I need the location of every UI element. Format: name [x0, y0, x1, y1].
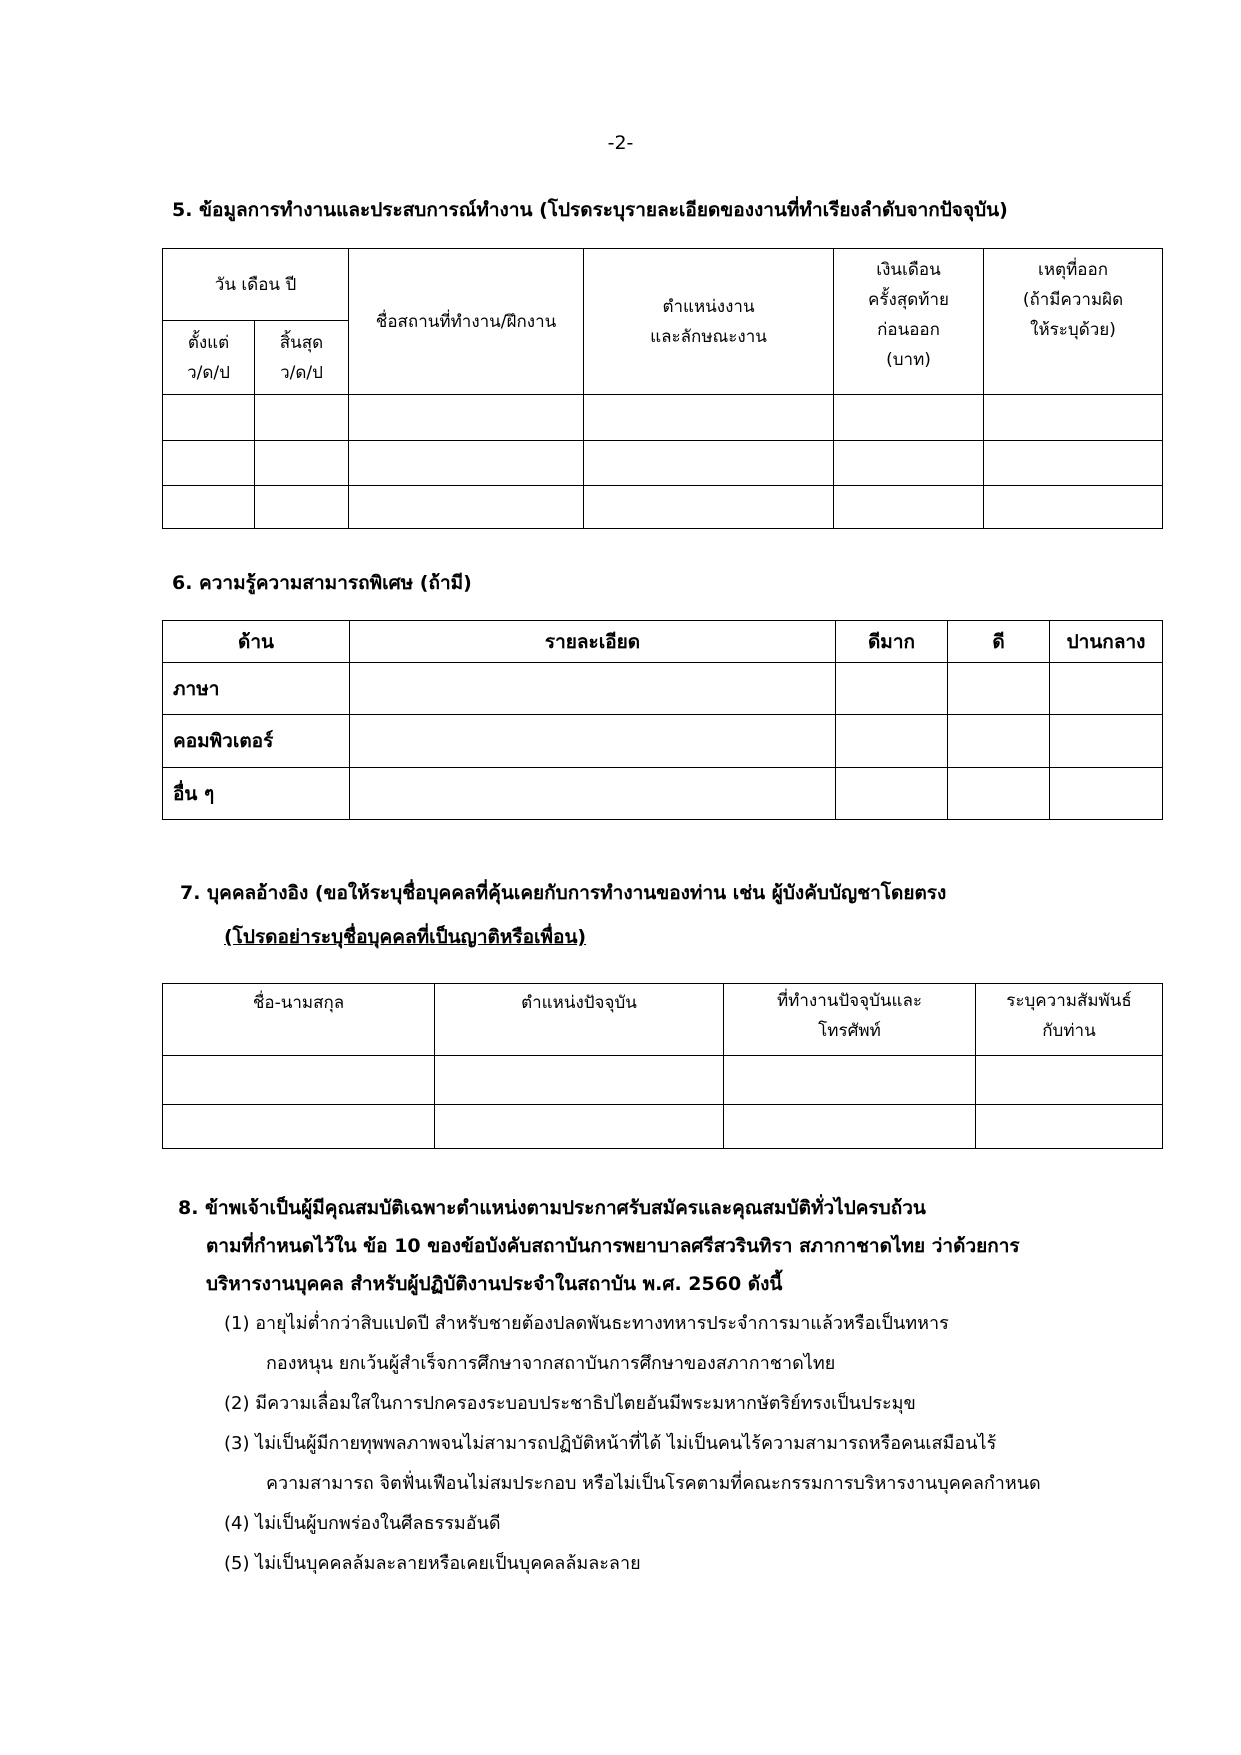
cell-position[interactable] [435, 1056, 724, 1105]
header-salary [834, 249, 984, 395]
table-row [163, 486, 1163, 529]
header-reason-line3: ให้ระบุด้วย) [1030, 320, 1116, 340]
header-salary-line4: (บาท) [886, 350, 931, 370]
cell-very-good[interactable] [836, 715, 948, 768]
header-good: ดี [948, 621, 1050, 663]
header-moderate: ปานกลาง [1050, 621, 1163, 663]
cell-reason[interactable] [984, 395, 1163, 441]
cell-from[interactable] [163, 441, 255, 486]
row-label-other: อื่น ๆ [163, 768, 350, 820]
table-row [163, 1105, 1163, 1149]
cell-moderate[interactable] [1050, 715, 1163, 768]
cell-from[interactable] [163, 486, 255, 529]
cell-position[interactable] [584, 441, 834, 486]
header-to [255, 321, 349, 395]
header-position-line1: ตำแหน่งงาน [662, 296, 755, 317]
header-current-position: ตำแหน่งปัจจุบัน [435, 984, 724, 1056]
cell-workplace[interactable] [349, 395, 584, 441]
cell-to[interactable] [255, 395, 349, 441]
cell-relationship[interactable] [976, 1105, 1163, 1149]
header-relationship-line2: กับท่าน [1042, 1021, 1096, 1041]
header-from-line1: ตั้งแต่ [187, 332, 230, 353]
cell-moderate[interactable] [1050, 768, 1163, 820]
header-detail: รายละเอียด [350, 621, 836, 663]
header-salary-line2: ครั้งสุดท้าย [868, 290, 949, 310]
cell-moderate[interactable] [1050, 663, 1163, 715]
header-relationship [976, 984, 1163, 1056]
row-label-language: ภาษา [163, 663, 350, 715]
cell-relationship[interactable] [976, 1056, 1163, 1105]
cell-workplace[interactable] [724, 1105, 976, 1149]
cell-detail[interactable] [350, 663, 836, 715]
list-item: (5) ไม่เป็นบุคคลล้มละลายหรือเคยเป็นบุคคลล้มละลาย [224, 1553, 641, 1574]
header-name: ชื่อ-นามสกุล [163, 984, 435, 1056]
section6-title: 6. ความรู้ความสามารถพิเศษ (ถ้ามี) [172, 572, 472, 594]
table-row [163, 715, 1163, 768]
header-relationship-line1: ระบุความสัมพันธ์ [1006, 991, 1132, 1011]
list-item: (1) อายุไม่ต่ำกว่าสิบแปดปี สำหรับชายต้องปลดพันธะทางทหารประจำการมาแล้วหรือเป็นทหาร [224, 1313, 949, 1334]
header-reason-line1: เหตุที่ออก [1038, 260, 1108, 280]
table-row [163, 441, 1163, 486]
header-current-workplace [724, 984, 976, 1056]
list-item: (2) มีความเลื่อมใสในการปกครองระบอบประชาธิปไตยอันมีพระมหากษัตริย์ทรงเป็นประมุข [224, 1393, 916, 1414]
header-position-line2: และลักษณะงาน [650, 326, 767, 347]
cell-position[interactable] [584, 486, 834, 529]
cell-salary[interactable] [834, 395, 984, 441]
table-row [163, 663, 1163, 715]
cell-name[interactable] [163, 1105, 435, 1149]
cell-very-good[interactable] [836, 663, 948, 715]
cell-detail[interactable] [350, 768, 836, 820]
header-from [163, 321, 255, 395]
cell-workplace[interactable] [349, 486, 584, 529]
cell-name[interactable] [163, 1056, 435, 1105]
header-workplace-line2: โทรศัพท์ [818, 1021, 881, 1041]
row-label-computer: คอมพิวเตอร์ [163, 715, 350, 768]
list-item: ความสามารถ จิตฟั่นเฟือนไม่สมประกอบ หรือไม่เป็นโรคตามที่คณะกรรมการบริหารงานบุคคลกำหนด [266, 1473, 1041, 1494]
header-to-line1: สิ้นสุด [279, 332, 324, 353]
cell-good[interactable] [948, 663, 1050, 715]
cell-salary[interactable] [834, 441, 984, 486]
list-item: (3) ไม่เป็นผู้มีกายทุพพลภาพจนไม่สามารถปฏิบัติหน้าที่ได้ ไม่เป็นคนไร้ความสามารถหรือคนเสมือนไร้ [224, 1433, 997, 1454]
cell-to[interactable] [255, 486, 349, 529]
section8-line3: บริหารงานบุคคล สำหรับผู้ปฏิบัติงานประจำในสถาบัน พ.ศ. 2560 ดังนี้ [206, 1273, 783, 1295]
table-row [163, 395, 1163, 441]
section5-title: 5. ข้อมูลการทำงานและประสบการณ์ทำงาน (โปรดระบุรายละเอียดของงานที่ทำเรียงลำดับจากปัจจุบัน) [172, 199, 1008, 221]
header-from-line2: ว/ด/ป [187, 362, 230, 383]
cell-position[interactable] [435, 1105, 724, 1149]
cell-detail[interactable] [350, 715, 836, 768]
cell-workplace[interactable] [349, 441, 584, 486]
header-field: ด้าน [163, 621, 350, 663]
work-history-table [162, 248, 1163, 529]
table-row [163, 1056, 1163, 1105]
header-position [584, 249, 834, 395]
cell-to[interactable] [255, 441, 349, 486]
cell-workplace[interactable] [724, 1056, 976, 1105]
header-very-good: ดีมาก [836, 621, 948, 663]
cell-reason[interactable] [984, 441, 1163, 486]
header-to-line2: ว/ด/ป [280, 362, 323, 383]
cell-very-good[interactable] [836, 768, 948, 820]
cell-reason[interactable] [984, 486, 1163, 529]
section7-title-line1: 7. บุคคลอ้างอิง (ขอให้ระบุชื่อบุคคลที่คุ้นเคยกับการทำงานของท่าน เช่น ผู้บังคับบัญชาโดยตรง [180, 882, 947, 904]
cell-position[interactable] [584, 395, 834, 441]
table-row [163, 768, 1163, 820]
header-workplace: ชื่อสถานที่ทำงาน/ฝึกงาน [349, 249, 584, 395]
header-date-group: วัน เดือน ปี [163, 249, 349, 321]
cell-good[interactable] [948, 715, 1050, 768]
header-salary-line1: เงินเดือน [876, 260, 941, 280]
header-salary-line3: ก่อนออก [877, 320, 940, 340]
list-item: (4) ไม่เป็นผู้บกพร่องในศีลธรรมอันดี [224, 1513, 501, 1534]
header-reason-line2: (ถ้ามีความผิด [1022, 290, 1124, 310]
special-skills-table [162, 620, 1163, 820]
section8-line1: 8. ข้าพเจ้าเป็นผู้มีคุณสมบัติเฉพาะตำแหน่งตามประกาศรับสมัครและคุณสมบัติทั่วไปครบถ้วน [178, 1197, 926, 1219]
section8-line2: ตามที่กำหนดไว้ใน ข้อ 10 ของข้อบังคับสถาบันการพยาบาลศรีสวรินทิรา สภากาชาดไทย ว่าด้วยการ [206, 1235, 1020, 1257]
header-workplace-line1: ที่ทำงานปัจจุบันและ [776, 991, 923, 1011]
header-reason [984, 249, 1163, 395]
references-table [162, 983, 1163, 1149]
page-number: -2- [607, 132, 634, 154]
section7-title-line2: (โปรดอย่าระบุชื่อบุคคลที่เป็นญาติหรือเพื่อน) [224, 926, 587, 948]
cell-from[interactable] [163, 395, 255, 441]
cell-good[interactable] [948, 768, 1050, 820]
list-item: กองหนุน ยกเว้นผู้สำเร็จการศึกษาจากสถาบันการศึกษาของสภากาชาดไทย [266, 1353, 836, 1374]
cell-salary[interactable] [834, 486, 984, 529]
